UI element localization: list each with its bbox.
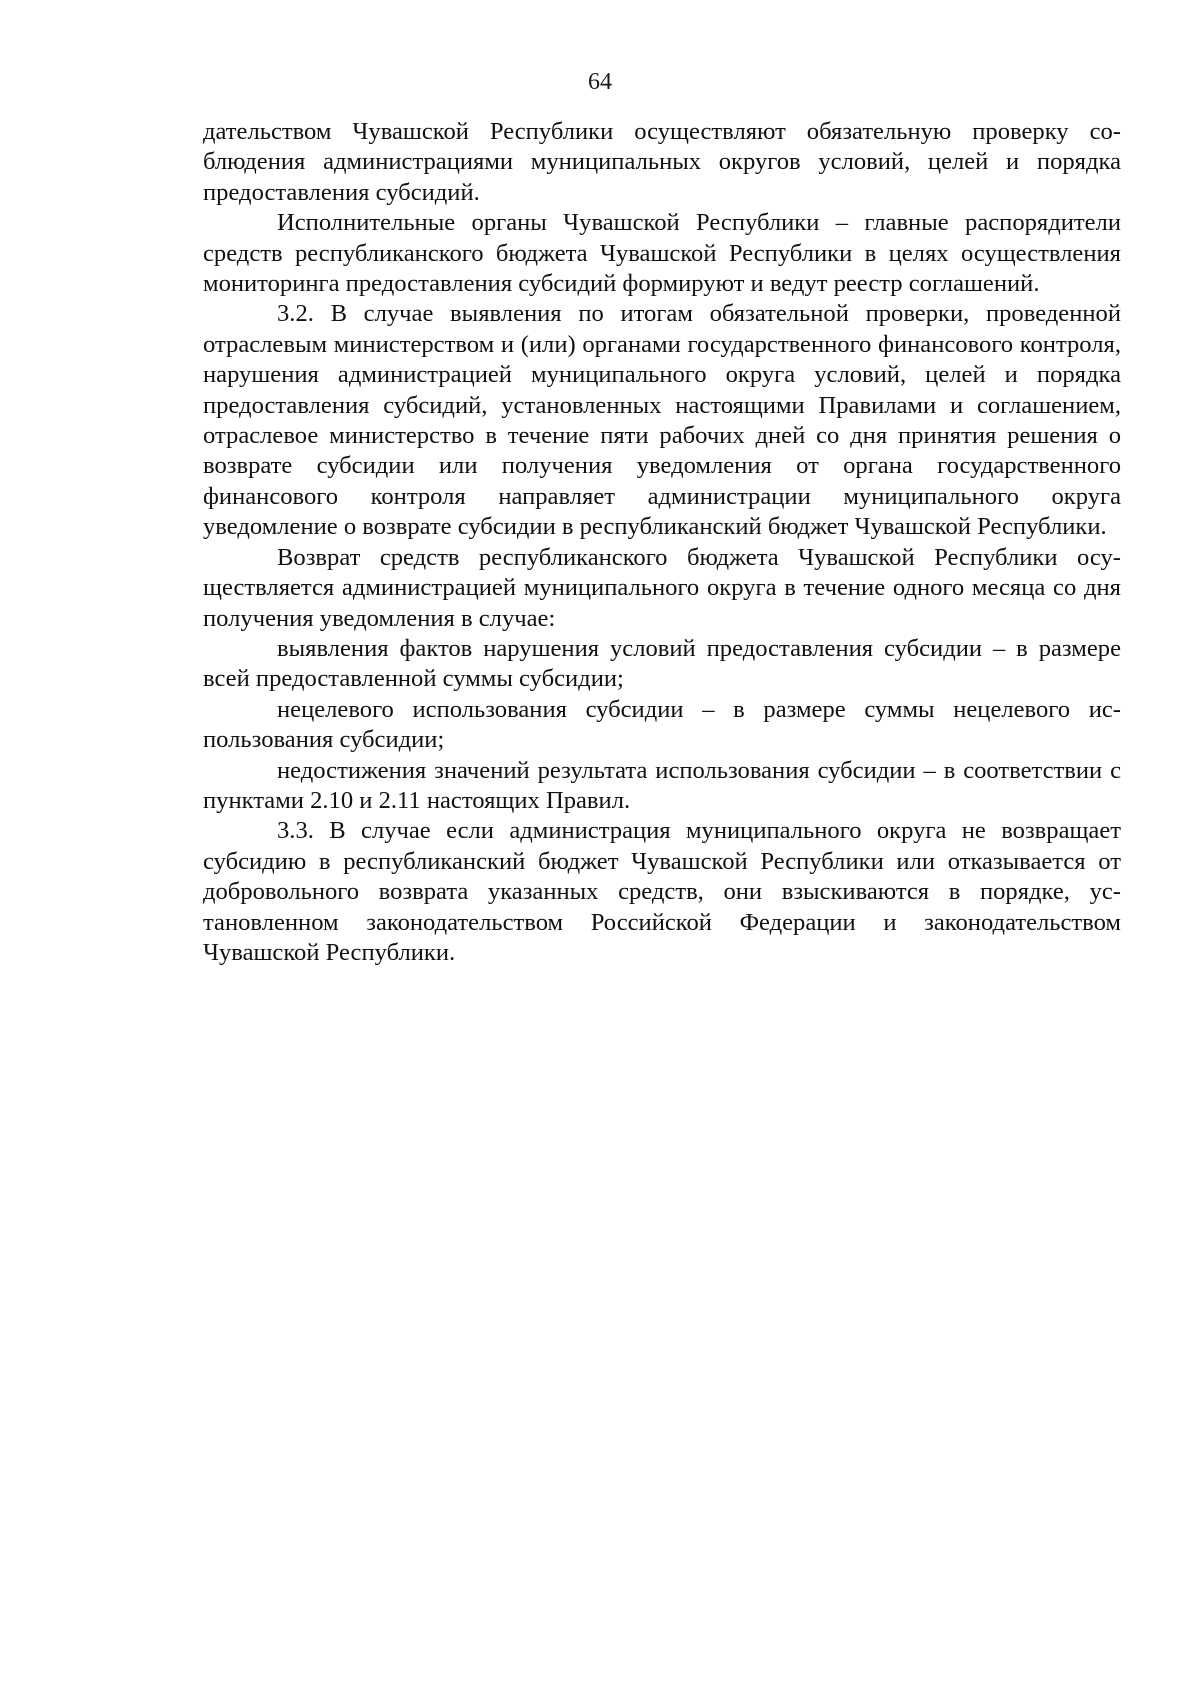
paragraph-case-violation: выявления фактов нарушения условий предоставления субсидии – в размере всей предоставленной суммы субсидии; — [203, 634, 1121, 693]
paragraph-executive-bodies: Исполнительные органы Чувашской Республики – главные распорядители средств республиканского бюджета Чувашской Республики в целях осуществления мониторинга предоставления субсидий формируют и ведут реестр соглашений. — [203, 209, 1121, 298]
body-text — [203, 117, 1121, 968]
paragraph-refund: Возврат средств республиканского бюджета Чувашской Республики осуществляется администрацией муниципального округа в течение одного месяца со дня получения уведомления в случае: — [203, 543, 1121, 632]
paragraph-section-3-3: 3.3. В случае если администрация муниципального округа не возвращает субсидию в республиканский бюджет Чувашской Республики или отказывается от добровольного возврата указанных средств, они взыскиваются в порядке, установленном законодательством Российской Федерации и законодательством Чувашской Республики. — [203, 817, 1121, 966]
paragraph-case-misuse: нецелевого использования субсидии – в размере суммы нецелевого использования субсидии; — [203, 695, 1121, 754]
paragraph-section-3-2: 3.2. В случае выявления по итогам обязательной проверки, проведенной отраслевым министерством и (или) органами государственного финансового контроля, нарушения администрацией муниципального округа условий, целей и порядка предоставления субсидий, установленных настоящими Правилами и соглашением, отраслевое министерство в течение пяти рабочих дней со дня принятия решения о возврате субсидии или получения уведомления от органа государственного финансового контроля направляет администрации муниципального округа уведомление о возврате субсидии в республиканский бюджет Чувашской Республики. — [203, 300, 1121, 541]
paragraph-continuation: дательством Чувашской Республики осуществляют обязательную проверку соблюдения администрациями муниципальных округов условий, целей и порядка предоставления субсидий. — [203, 118, 1121, 206]
paragraph-case-not-achieved: недостижения значений результата использования субсидии – в соответствии с пунктами 2.10 и 2.11 настоящих Правил. — [203, 756, 1121, 814]
page-number: 64 — [588, 69, 612, 95]
